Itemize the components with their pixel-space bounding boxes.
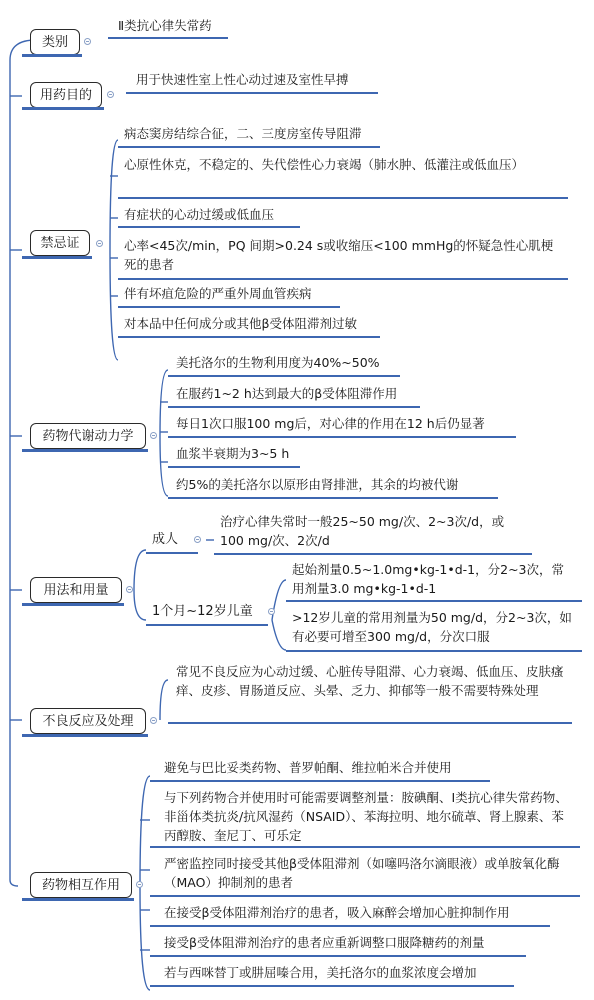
category-node-pharmacokinetics[interactable] xyxy=(30,423,146,449)
category-label: 禁忌证 xyxy=(40,236,80,251)
category-underline xyxy=(22,54,82,57)
category-underline xyxy=(22,256,92,259)
collapse-toggle-icon[interactable] xyxy=(150,432,157,439)
collapse-toggle-icon[interactable] xyxy=(194,536,201,543)
branch-item: 伴有坏疽危险的严重外周血管疾病 xyxy=(124,286,312,301)
category-label: 类别 xyxy=(41,35,68,50)
category-node-interactions[interactable] xyxy=(30,872,132,898)
item-underline xyxy=(168,466,300,468)
branch-item: 避免与巴比妥类药物、普罗帕酮、维拉帕米合并使用 xyxy=(164,760,452,775)
category-underline xyxy=(22,898,134,901)
item-underline xyxy=(108,37,228,39)
collapse-toggle-icon[interactable] xyxy=(96,240,103,247)
category-node-type[interactable] xyxy=(30,29,80,55)
branch-item: 在服药1~2 h达到最大的β受体阻滞作用 xyxy=(176,386,398,401)
item-underline xyxy=(118,336,380,338)
category-node-adverse-reactions[interactable] xyxy=(30,708,146,734)
item-underline xyxy=(168,436,516,438)
category-label: 不良反应及处理 xyxy=(42,714,134,729)
branch-item: 用于快速性室上性心动过速及室性早搏 xyxy=(136,72,349,87)
item-underline xyxy=(286,650,582,652)
category-underline xyxy=(22,107,104,110)
item-underline xyxy=(150,846,580,848)
item-underline xyxy=(150,955,526,957)
category-underline xyxy=(22,449,148,452)
item-underline xyxy=(150,780,490,782)
category-node-contraindications[interactable] xyxy=(30,230,90,256)
item-underline xyxy=(168,406,420,408)
branch-item: 若与西咪替丁或肼屈嗪合用，美托洛尔的血浆浓度会增加 xyxy=(164,965,477,980)
category-underline xyxy=(22,734,148,737)
collapse-toggle-icon[interactable] xyxy=(126,586,133,593)
item-underline xyxy=(126,92,378,94)
item-underline xyxy=(118,226,300,228)
item-underline xyxy=(150,925,550,927)
branch-item: 约5%的美托洛尔以原形由肾排泄，其余的均被代谢 xyxy=(176,477,459,492)
branch-item: 起始剂量0.5~1.0mg•kg-1•d-1，分2~3次，常用剂量3.0 mg•kg-1•d-1 xyxy=(292,562,565,596)
item-underline xyxy=(168,375,400,377)
branch-item: 与下列药物合并使用时可能需要调整剂量：胺碘酮、Ⅰ类抗心律失常药物、非甾体类抗炎/抗风湿药（NSAID）、苯海拉明、地尔硫䓬、肾上腺素、苯丙醇胺、奎尼丁、可乐定 xyxy=(164,790,568,843)
item-underline xyxy=(118,197,568,199)
category-node-purpose[interactable] xyxy=(30,82,102,108)
branch-item: 美托洛尔的生物利用度为40%~50% xyxy=(176,355,380,370)
branch-item: 血浆半衰期为3~5 h xyxy=(176,446,290,461)
item-underline xyxy=(146,624,268,626)
branch-item: Ⅱ类抗心律失常药 xyxy=(118,18,212,33)
item-underline xyxy=(214,553,532,555)
branch-item: 心原性休克，不稳定的、失代偿性心力衰竭（肺水肿、低灌注或低血压） xyxy=(124,157,525,172)
category-node-dosage[interactable] xyxy=(30,577,122,603)
collapse-toggle-icon[interactable] xyxy=(136,881,143,888)
subgroup-label-adult[interactable]: 成人 xyxy=(152,532,179,547)
item-underline xyxy=(118,146,380,148)
branch-item: 病态窦房结综合征，二、三度房室传导阻滞 xyxy=(124,126,362,141)
branch-item: >12岁儿童的常用剂量为50 mg/d，分2~3次，如有必要可增至300 mg/d，分次口服 xyxy=(292,610,572,644)
item-underline xyxy=(168,497,498,499)
item-underline xyxy=(150,985,514,987)
collapse-toggle-icon[interactable] xyxy=(150,717,157,724)
item-underline xyxy=(150,895,580,897)
branch-item: 对本品中任何成分或其他β受体阻滞剂过敏 xyxy=(124,316,357,331)
category-label: 用药目的 xyxy=(39,88,92,103)
branch-item: 常见不良反应为心动过缓、心脏传导阻滞、心力衰竭、低血压、皮肤瘙痒、皮疹、胃肠道反应、头晕、乏力、抑郁等一般不需要特殊处理 xyxy=(176,664,564,698)
branch-item: 有症状的心动过缓或低血压 xyxy=(124,207,275,222)
item-underline xyxy=(118,306,340,308)
main-spine xyxy=(10,40,36,886)
collapse-toggle-icon[interactable] xyxy=(84,38,91,45)
item-underline xyxy=(286,600,582,602)
branch-item: 治疗心律失常时一般25~50 mg/次、2~3次/d，或100 mg/次、2次/d xyxy=(220,514,505,548)
item-underline xyxy=(118,278,568,280)
branch-item: 接受β受体阻滞剂治疗的患者应重新调整口服降糖药的剂量 xyxy=(164,935,485,950)
category-label: 药物相互作用 xyxy=(41,878,120,893)
branch-item: 严密监控同时接受其他β受体阻滞剂（如噻吗洛尔滴眼液）或单胺氧化酶（MAO）抑制剂的患者 xyxy=(164,856,560,890)
category-label: 药物代谢动力学 xyxy=(42,429,134,444)
collapse-toggle-icon[interactable] xyxy=(107,91,114,98)
item-underline xyxy=(168,722,572,724)
category-label: 用法和用量 xyxy=(43,583,109,598)
subgroup-label-child[interactable]: 1个月~12岁儿童 xyxy=(152,604,253,619)
item-underline xyxy=(146,552,198,554)
branch-item: 在接受β受体阻滞剂治疗的患者，吸入麻醉会增加心脏抑制作用 xyxy=(164,905,510,920)
category-underline xyxy=(22,603,124,606)
branch-item: 每日1次口服100 mg后，对心律的作用在12 h后仍显著 xyxy=(176,416,485,431)
collapse-toggle-icon[interactable] xyxy=(268,608,275,615)
branch-item: 心率<45次/min，PQ 间期>0.24 s或收缩压<100 mmHg的怀疑急性心肌梗死的患者 xyxy=(124,238,554,272)
